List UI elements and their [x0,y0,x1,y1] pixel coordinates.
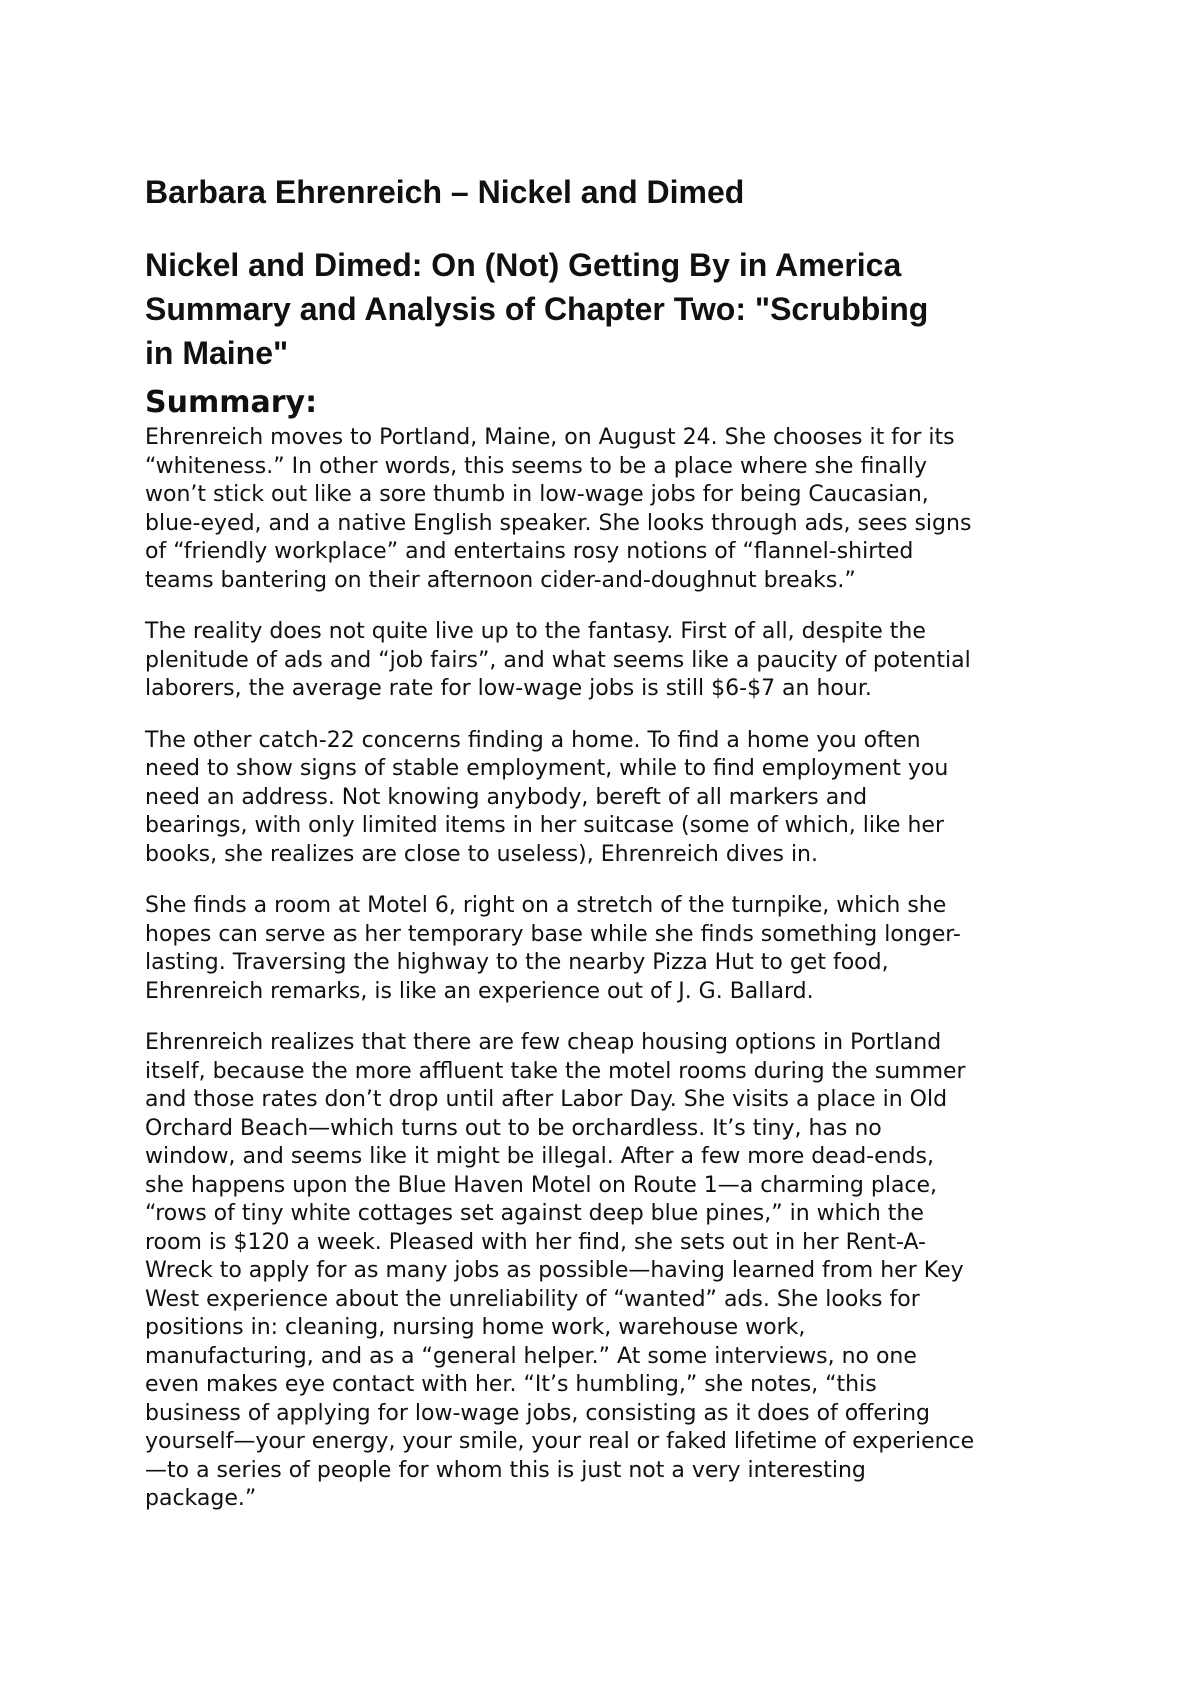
paragraph-line: Ehrenreich moves to Portland, Maine, on August 24. She chooses it for its [145,425,955,450]
paragraph [145,1029,1085,1514]
paragraph-line: laborers, the average rate for low-wage jobs is still $6-$7 an hour. [145,676,872,701]
paragraph-line: positions in: cleaning, nursing home work, warehouse work, [145,1315,806,1340]
paragraph-line: The other catch-22 concerns finding a home. To find a home you often [145,727,921,753]
paragraph-line: West experience about the unreliability of “wanted” ads. She looks for [145,1286,920,1312]
paragraph-line: manufacturing, and as a “general helper.” At some interviews, no one [145,1343,917,1369]
paragraph-line: She finds a room at Motel 6, right on a stretch of the turnpike, which she [145,893,947,918]
paragraph-line: yourself—your energy, your smile, your real or faked lifetime of experience [145,1429,975,1454]
paragraph-line: of “friendly workplace” and entertains rosy notions of “flannel-shirted [145,539,914,564]
paragraph-line: Wreck to apply for as many jobs as possible—having learned from her Key [145,1258,964,1283]
paragraph-line: plenitude of ads and “job fairs”, and what seems like a paucity of potential [145,647,971,673]
paragraph-line: need an address. Not knowing anybody, bereft of all markers and [145,784,868,810]
paragraph-line: Ehrenreich realizes that there are few cheap housing options in Portland [145,1030,942,1055]
paragraph [145,424,1085,595]
paragraph-line: business of applying for low-wage jobs, consisting as it does of offering [145,1400,931,1426]
paragraph-line: lasting. Traversing the highway to the nearby Pizza Hut to get food, [145,950,889,975]
paragraph-line: blue-eyed, and a native English speaker. She looks through ads, sees signs [145,510,972,536]
paragraph-line: Orchard Beach—which turns out to be orchardless. It’s tiny, has no [145,1115,882,1141]
paragraph-line: hopes can serve as her temporary base while she finds something longer- [145,921,961,947]
chapter-heading-line: Summary and Analysis of Chapter Two: "Scrubbing [145,291,929,327]
paragraph-line: and those rates don’t drop until after Labor Day. She visits a place in Old [145,1087,948,1112]
document-title: Barbara Ehrenreich – Nickel and Dimed [145,174,745,210]
paragraph-line: “whiteness.” In other words, this seems to be a place where she finally [145,453,927,479]
summary-body [145,424,1085,1537]
paragraph [145,618,1085,704]
paragraph-line: teams bantering on their afternoon cider-and-doughnut breaks.” [145,567,856,593]
summary-label: Summary: [145,385,318,420]
paragraph-line: bearings, with only limited items in her suitcase (some of which, like her [145,813,944,838]
chapter-heading-line: Nickel and Dimed: On (Not) Getting By in America [145,247,902,283]
paragraph-line: need to show signs of stable employment, while to find employment you [145,756,949,781]
paragraph [145,727,1085,870]
chapter-heading-line: in Maine" [145,335,289,371]
paragraph-line: “rows of tiny white cottages set against deep blue pines,” in which the [145,1201,924,1226]
paragraph-line: window, and seems like it might be illegal. After a few more dead-ends, [145,1144,935,1169]
paragraph-line: Ehrenreich remarks, is like an experience out of J. G. Ballard. [145,978,814,1004]
chapter-heading [145,243,928,375]
paragraph-line: package.” [145,1486,257,1511]
paragraph-line: —to a series of people for whom this is just not a very interesting [145,1457,866,1483]
paragraph-line: she happens upon the Blue Haven Motel on Route 1—a charming place, [145,1172,938,1198]
paragraph-line: room is $120 a week. Pleased with her find, she sets out in her Rent-A- [145,1229,926,1255]
paragraph-line: The reality does not quite live up to the fantasy. First of all, despite the [145,619,926,644]
paragraph-line: won’t stick out like a sore thumb in low-wage jobs for being Caucasian, [145,482,929,507]
paragraph-line: itself, because the more affluent take the motel rooms during the summer [145,1058,966,1084]
paragraph-line: books, she realizes are close to useless), Ehrenreich dives in. [145,841,818,867]
paragraph [145,892,1085,1006]
paragraph-line: even makes eye contact with her. “It’s humbling,” she notes, “this [145,1372,877,1397]
